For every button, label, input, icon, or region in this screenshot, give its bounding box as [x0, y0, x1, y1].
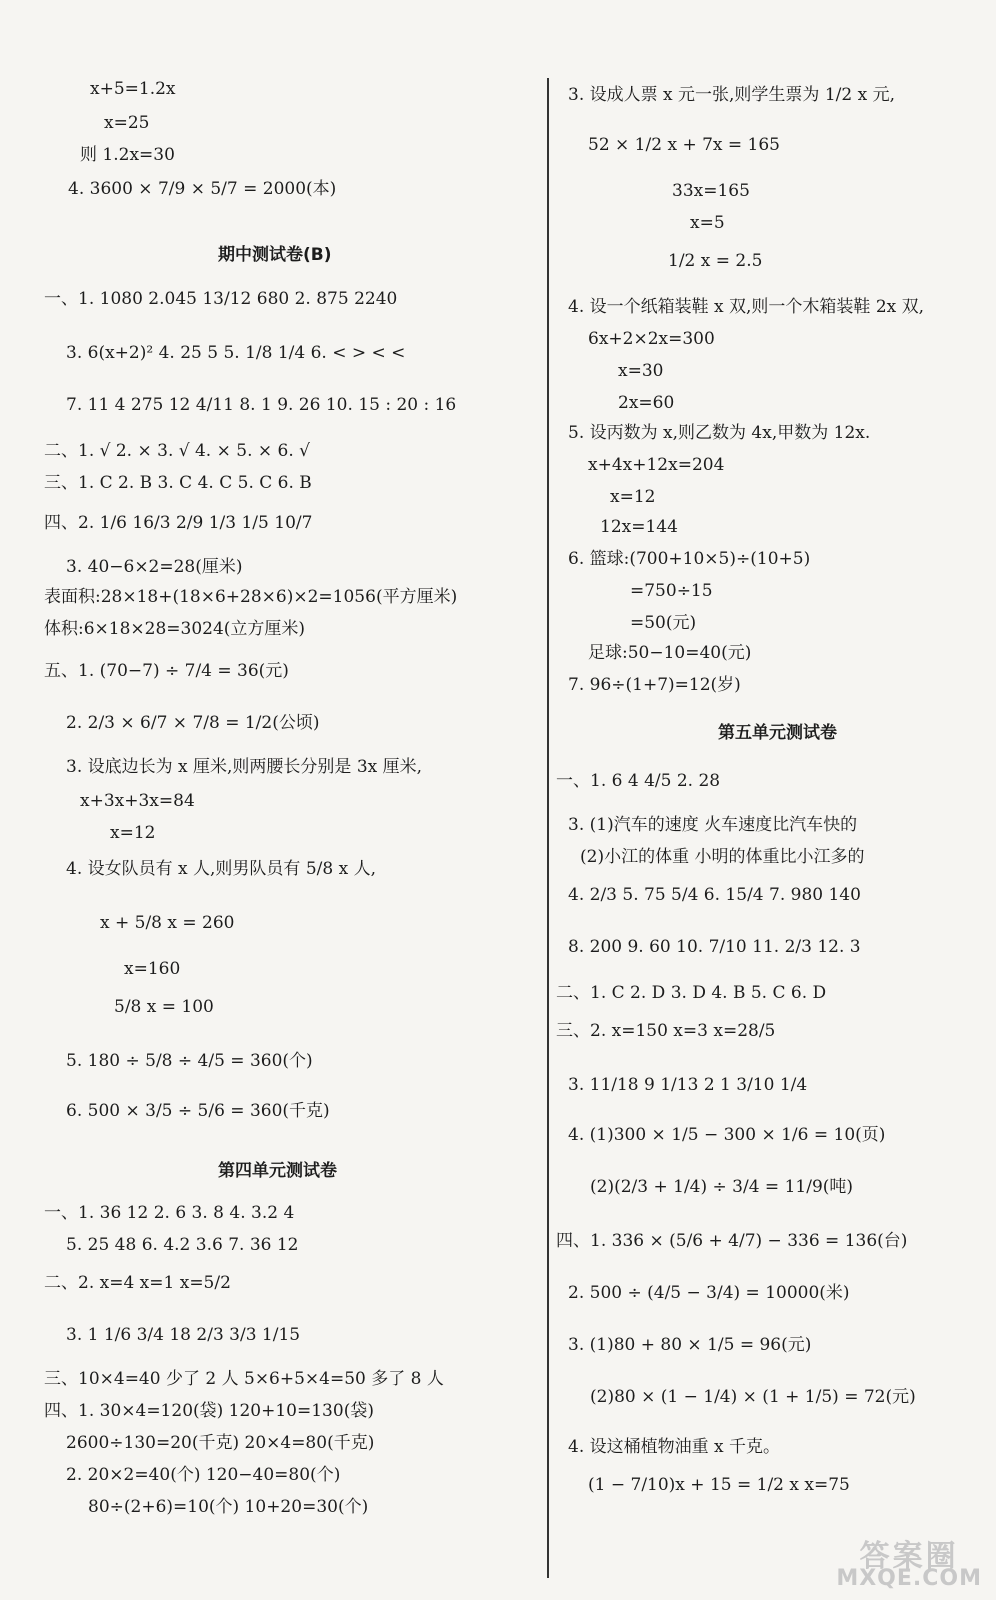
answer-line: x=30	[618, 361, 664, 381]
answer-line: 6x+2×2x=300	[588, 329, 715, 349]
answer-line: 7. 11 4 275 12 4/11 8. 1 9. 26 10. 15 : 20 : 16	[66, 395, 457, 415]
column-divider	[547, 78, 549, 1578]
section-title-unit5: 第五单元测试卷	[718, 723, 837, 743]
answer-line: 3. 11/18 9 1/13 2 1 3/10 1/4	[568, 1075, 808, 1095]
answer-line: x=160	[124, 959, 181, 979]
answer-line: 3. 设底边长为 x 厘米,则两腰长分别是 3x 厘米,	[66, 757, 423, 777]
answer-line: 52 × 1/2 x + 7x = 165	[588, 135, 780, 155]
answer-line: 3. (1)汽车的速度 火车速度比汽车快的	[568, 815, 858, 835]
answer-line: x+4x+12x=204	[588, 455, 725, 475]
answer-line: 表面积:28×18+(18×6+28×6)×2=1056(平方厘米)	[44, 587, 458, 607]
answer-line: 3. 1 1/6 3/4 18 2/3 3/3 1/15	[66, 1325, 301, 1345]
answer-line: 二、2. x=4 x=1 x=5/2	[44, 1273, 231, 1293]
answer-line: 1/2 x = 2.5	[668, 251, 763, 271]
watermark-url: MXQE.COM	[836, 1566, 982, 1591]
answer-line: 三、2. x=150 x=3 x=28/5	[556, 1021, 776, 1041]
answer-line: 33x=165	[672, 181, 750, 201]
answer-line: (2)小江的体重 小明的体重比小江多的	[580, 847, 865, 867]
answer-line: 二、1. C 2. D 3. D 4. B 5. C 6. D	[556, 983, 827, 1003]
answer-line: 4. 2/3 5. 75 5/4 6. 15/4 7. 980 140	[568, 885, 861, 905]
answer-line: 5. 设丙数为 x,则乙数为 4x,甲数为 12x.	[568, 423, 871, 443]
section-title-unit4: 第四单元测试卷	[218, 1161, 337, 1181]
answer-line: x+3x+3x=84	[80, 791, 195, 811]
answer-line: 12x=144	[600, 517, 678, 537]
answer-line: 四、1. 30×4=120(袋) 120+10=130(袋)	[44, 1401, 374, 1421]
answer-line: 5/8 x = 100	[114, 997, 214, 1017]
answer-line: 一、1. 6 4 4/5 2. 28	[556, 771, 721, 791]
answer-line: 8. 200 9. 60 10. 7/10 11. 2/3 12. 3	[568, 937, 861, 957]
answer-line: 4. 设女队员有 x 人,则男队员有 5/8 x 人,	[66, 859, 376, 879]
answer-line: 四、1. 336 × (5/6 + 4/7) − 336 = 136(台)	[556, 1231, 908, 1251]
answer-line: 三、10×4=40 少了 2 人 5×6+5×4=50 多了 8 人	[44, 1369, 444, 1389]
answer-line: 3. 6(x+2)² 4. 25 5 5. 1/8 1/4 6. < > < <	[66, 343, 406, 363]
answer-line: 体积:6×18×28=3024(立方厘米)	[44, 619, 306, 639]
answer-line: 6. 500 × 3/5 ÷ 5/6 = 360(千克)	[66, 1101, 330, 1121]
answer-line: x=25	[104, 113, 150, 133]
answer-line: 4. 设这桶植物油重 x 千克。	[568, 1437, 781, 1457]
answer-line: 五、1. (70−7) ÷ 7/4 = 36(元)	[44, 661, 289, 681]
answer-line: 一、1. 1080 2.045 13/12 680 2. 875 2240	[44, 289, 398, 309]
answer-line: (2)80 × (1 − 1/4) × (1 + 1/5) = 72(元)	[590, 1387, 916, 1407]
answer-line: (2)(2/3 + 1/4) ÷ 3/4 = 11/9(吨)	[590, 1177, 854, 1197]
answer-line: x=12	[110, 823, 156, 843]
answer-line: 二、1. √ 2. × 3. √ 4. × 5. × 6. √	[44, 441, 310, 461]
answer-line: 3. 设成人票 x 元一张,则学生票为 1/2 x 元,	[568, 85, 895, 105]
answer-line: 2. 2/3 × 6/7 × 7/8 = 1/2(公顷)	[66, 713, 320, 733]
answer-line: 7. 96÷(1+7)=12(岁)	[568, 675, 741, 695]
answer-line: 5. 180 ÷ 5/8 ÷ 4/5 = 360(个)	[66, 1051, 313, 1071]
answer-line: 2. 20×2=40(个) 120−40=80(个)	[66, 1465, 341, 1485]
answer-line: 四、2. 1/6 16/3 2/9 1/3 1/5 10/7	[44, 513, 313, 533]
answer-line: x=5	[690, 213, 725, 233]
answer-line: x + 5/8 x = 260	[100, 913, 235, 933]
answer-line: 2. 500 ÷ (4/5 − 3/4) = 10000(米)	[568, 1283, 850, 1303]
answer-line: 足球:50−10=40(元)	[588, 643, 752, 663]
answer-line: =750÷15	[630, 581, 713, 601]
answer-line: 4. (1)300 × 1/5 − 300 × 1/6 = 10(页)	[568, 1125, 886, 1145]
answer-line: 则 1.2x=30	[80, 145, 175, 165]
watermark-logo	[836, 1539, 982, 1591]
answer-line: 4. 3600 × 7/9 × 5/7 = 2000(本)	[68, 179, 337, 199]
answer-line: 3. (1)80 + 80 × 1/5 = 96(元)	[568, 1335, 812, 1355]
answer-line: 2x=60	[618, 393, 675, 413]
answer-line: 三、1. C 2. B 3. C 4. C 5. C 6. B	[44, 473, 312, 493]
answer-line: (1 − 7/10)x + 15 = 1/2 x x=75	[588, 1475, 850, 1495]
answer-line: x+5=1.2x	[90, 79, 176, 99]
answer-line: 80÷(2+6)=10(个) 10+20=30(个)	[88, 1497, 369, 1517]
section-title-midterm-b: 期中测试卷(B)	[218, 245, 332, 265]
answer-line: 3. 40−6×2=28(厘米)	[66, 557, 243, 577]
answer-line: 一、1. 36 12 2. 6 3. 8 4. 3.2 4	[44, 1203, 295, 1223]
answer-line: 2600÷130=20(千克) 20×4=80(千克)	[66, 1433, 375, 1453]
answer-line: 5. 25 48 6. 4.2 3.6 7. 36 12	[66, 1235, 299, 1255]
answer-line: 6. 篮球:(700+10×5)÷(10+5)	[568, 549, 811, 569]
answer-line: x=12	[610, 487, 656, 507]
watermark-text: 答案圈	[859, 1539, 959, 1574]
answer-line: 4. 设一个纸箱装鞋 x 双,则一个木箱装鞋 2x 双,	[568, 297, 925, 317]
answer-line: =50(元)	[630, 613, 697, 633]
